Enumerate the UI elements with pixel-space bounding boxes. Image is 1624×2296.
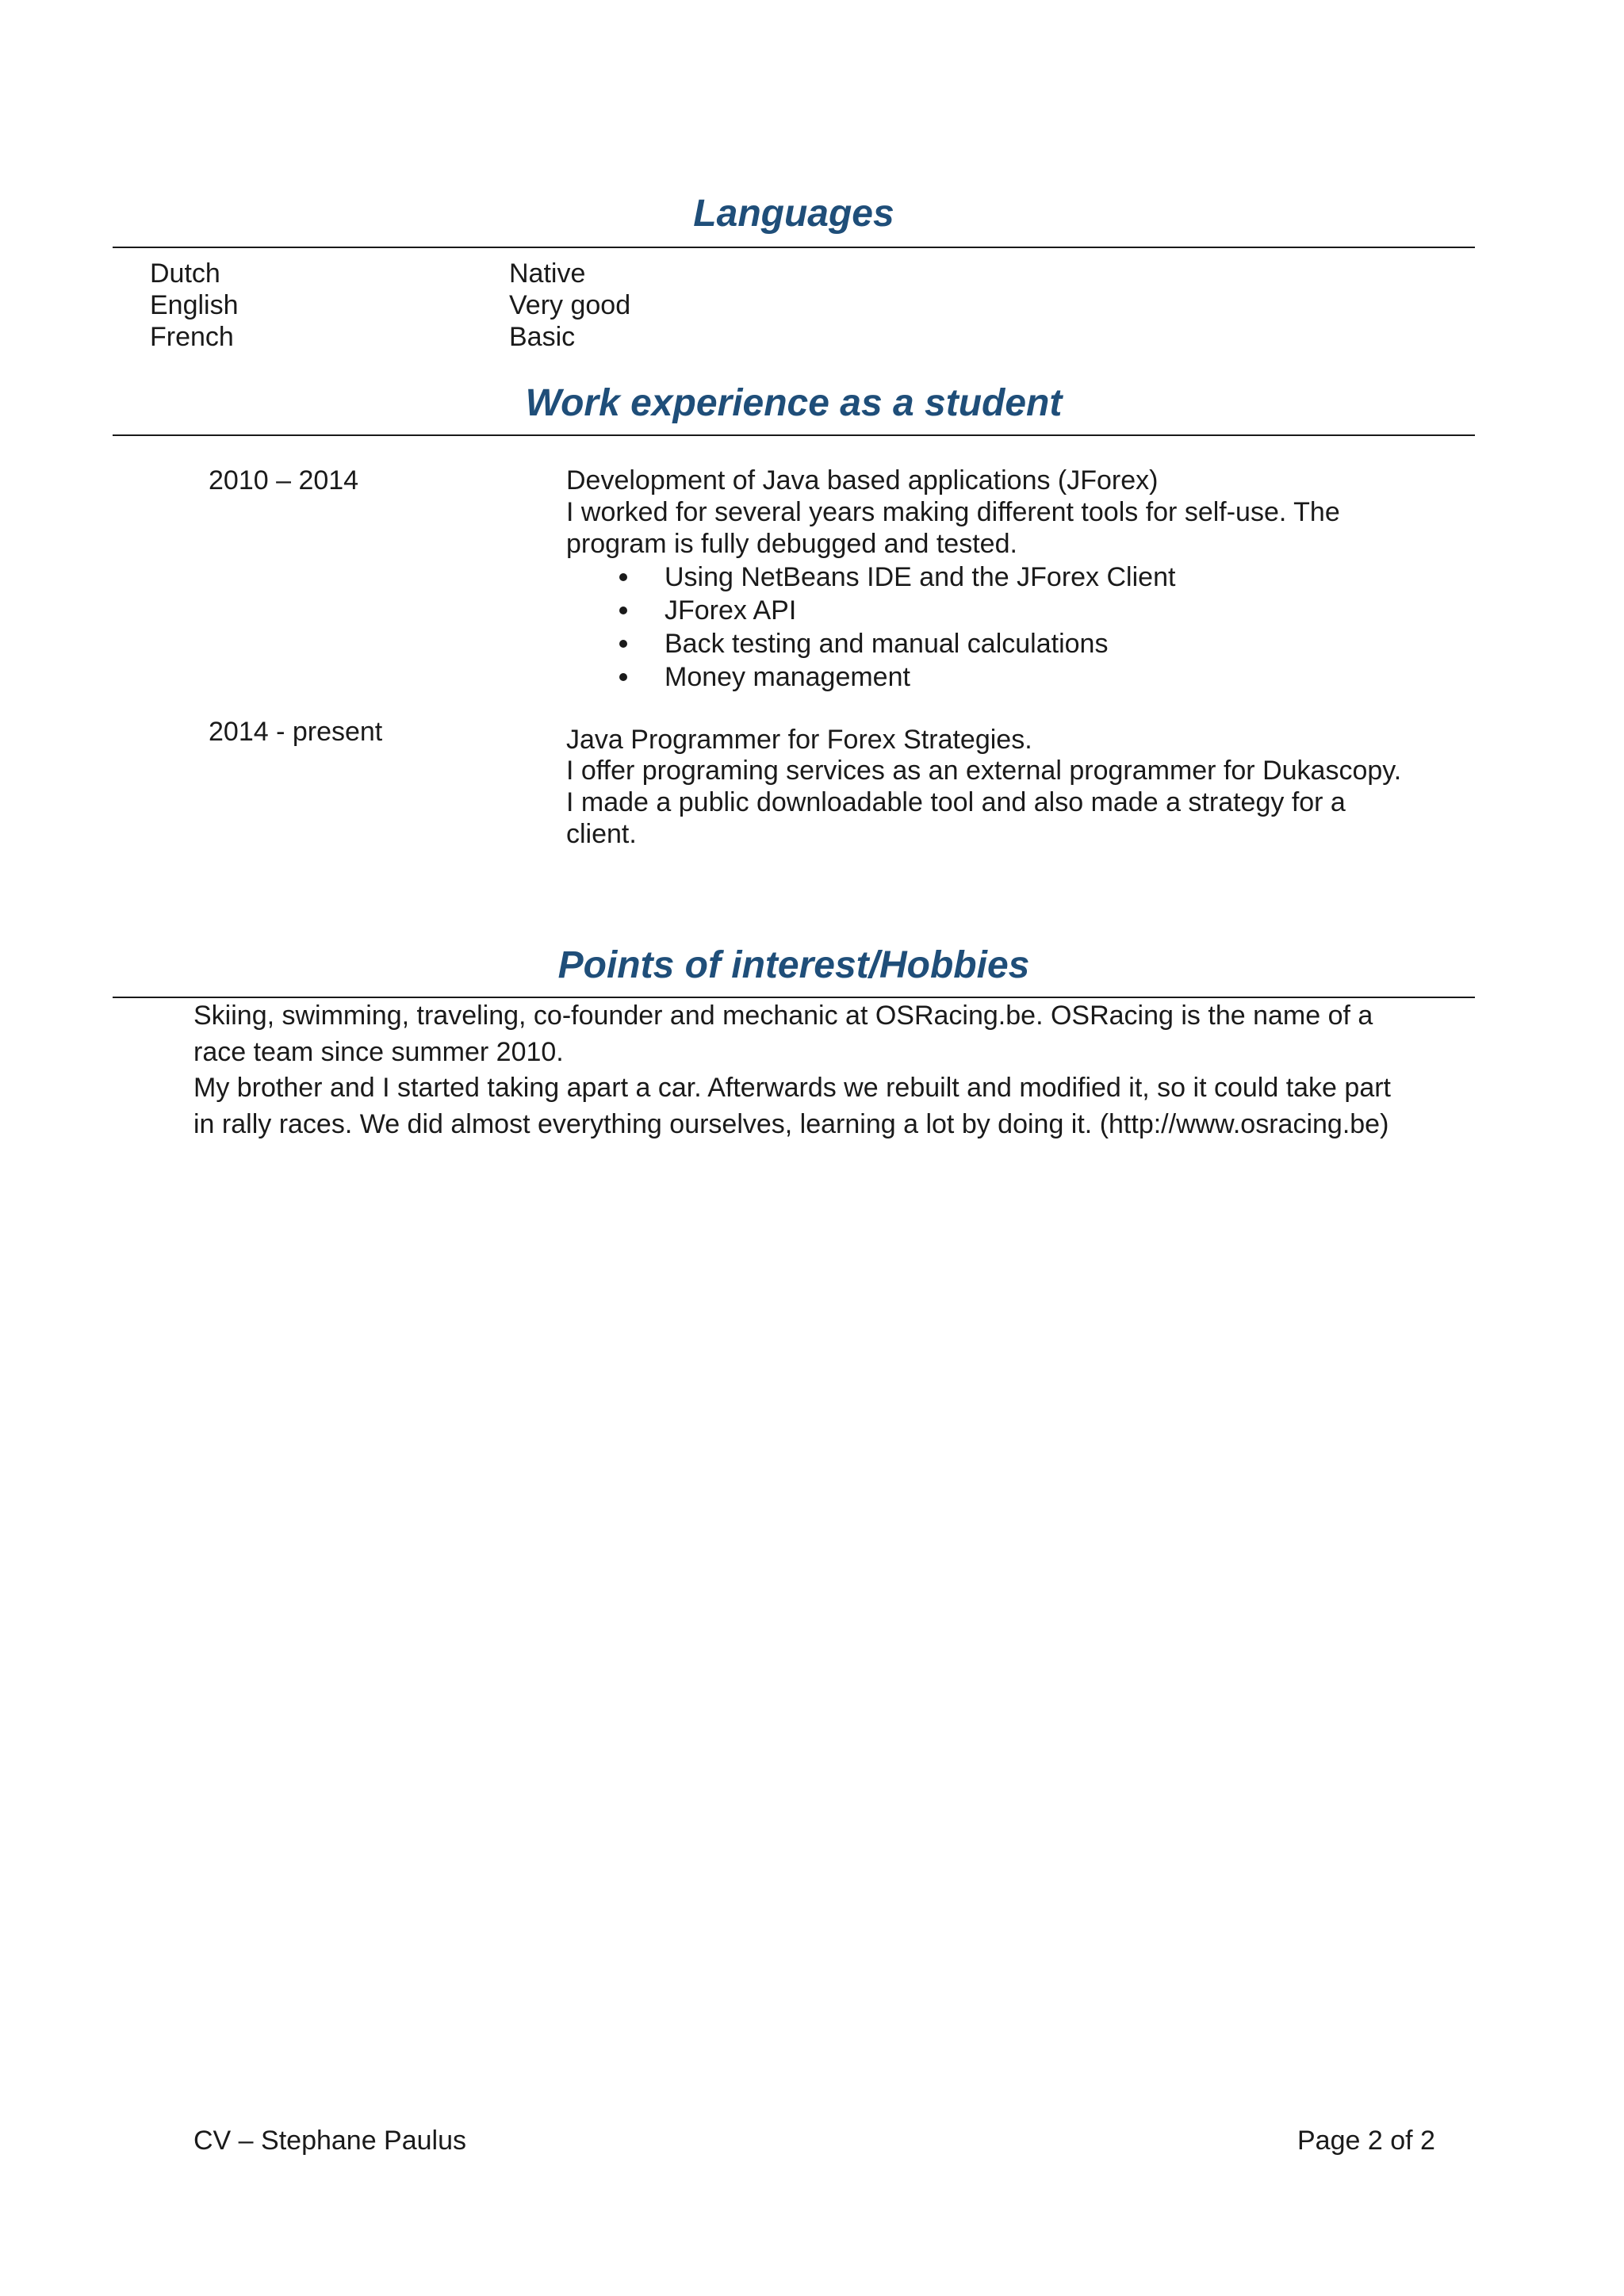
bullet-icon — [619, 673, 627, 681]
language-level: Basic — [509, 322, 576, 352]
job-description-line: I offer programing services as an external programmer for Dukascopy. — [566, 756, 1402, 786]
hobbies-text-line: My brother and I started taking apart a car. Afterwards we rebuilt and modified it, so it could take part — [193, 1073, 1391, 1103]
language-name: Dutch — [150, 258, 220, 289]
hobbies-text-line: Skiing, swimming, traveling, co-founder and mechanic at OSRacing.be. OSRacing is the name of a — [193, 1001, 1373, 1031]
job-title: Java Programmer for Forex Strategies. — [566, 725, 1032, 755]
bullet-item: Back testing and manual calculations — [665, 629, 1109, 659]
bullet-item: Using NetBeans IDE and the JForex Client — [665, 562, 1176, 592]
job-period: 2014 - present — [209, 717, 383, 747]
bullet-icon — [619, 640, 627, 648]
job-description-line: I worked for several years making different tools for self-use. The — [566, 497, 1340, 527]
hobbies-heading: Points of interest/Hobbies — [557, 944, 1030, 986]
languages-heading: Languages — [693, 193, 894, 235]
language-level: Very good — [509, 290, 631, 320]
job-title: Development of Java based applications (JForex) — [566, 465, 1159, 496]
bullet-item: Money management — [665, 662, 910, 692]
job-period: 2010 – 2014 — [209, 465, 359, 496]
language-name: French — [150, 322, 234, 352]
job-description-line: client. — [566, 819, 637, 849]
language-name: English — [150, 290, 239, 320]
work-experience-heading: Work experience as a student — [525, 382, 1063, 424]
language-level: Native — [509, 258, 586, 289]
hobbies-divider — [113, 997, 1475, 998]
work-experience-divider — [113, 434, 1475, 436]
bullet-item: JForex API — [665, 595, 797, 626]
bullet-icon — [619, 607, 627, 614]
job-description-line: program is fully debugged and tested. — [566, 529, 1017, 559]
hobbies-text-line: in rally races. We did almost everything ourselves, learning a lot by doing it. (http://www.osracing.be) — [193, 1109, 1389, 1139]
bullet-icon — [619, 573, 627, 581]
footer-page-number: Page 2 of 2 — [1297, 2126, 1435, 2156]
job-description-line: I made a public downloadable tool and also made a strategy for a — [566, 787, 1346, 817]
hobbies-text-line: race team since summer 2010. — [193, 1037, 564, 1067]
languages-divider — [113, 247, 1475, 248]
footer-document-title: CV – Stephane Paulus — [193, 2126, 467, 2156]
